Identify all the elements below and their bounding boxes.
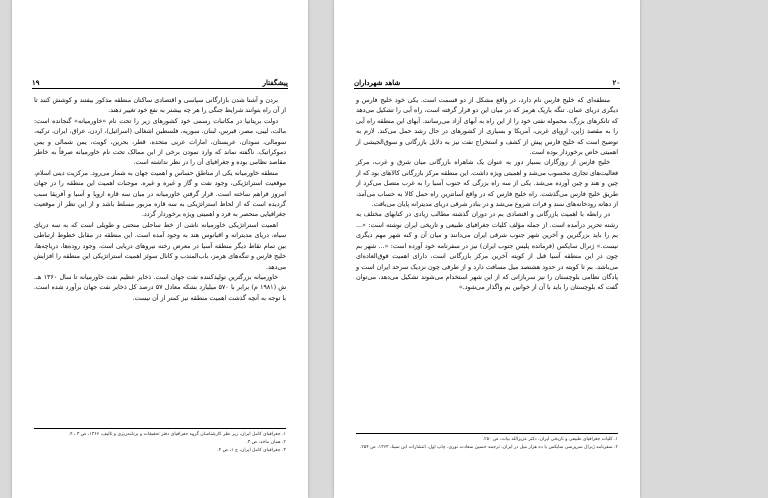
right-page-body (356, 96, 618, 294)
paragraph: اهمیت استراتژیکی خاورمیانه ناشی از خط ساحلی منحنی و طویلی است که به سه دریای سیاه، دریای مدیترانه و اقیانوس هند به وجود آمده است. این منطقه در مقابل خطوط ارتباطی بین تمام نقاط دیگر منطقه آسیا در معرض رخنه نیروهای دریایی است. وجود روده‌ها، دریاچه‌ها، خلیج فارس و تنگه‌های هرمز، باب‌المندب و کانال سوئز اهمیت استراتژیکی این منطقه را افزایش می‌دهد. (34, 221, 286, 271)
right-page (334, 0, 640, 498)
left-page (12, 0, 308, 498)
right-running-title: شاهد شهرداران (354, 78, 401, 87)
paragraph: خاورمیانه بزرگترین تولیدکننده نفت جهان است. ذخایر عظیم نفت خاورمیانه تا سال ۱۳۶۰ هـ. ش (۱۹۸۱ م) برابر با ۵۷۰ میلیارد بشکه معادل ۵۷ درصد کل ذخایر نفت جهان برآورد شده است. با توجه به آنچه گذشت اهمیت منطقه نیز کمتر از آن نیست. (34, 273, 286, 302)
footnote: ۲. همان مأخذ، ص ۳. (246, 440, 286, 445)
paragraph: منطقه‌ای که خلیج فارس نام دارد، در واقع مشکل از دو قسمت است. یکی خود خلیج فارس و دیگری دریای عمان. تنگه باریک هرمز که در میان این دو قرار گرفته است، راه آبی را تشکیل می‌دهد که تانکرهای بزرگ، محموله نفتی خود را از این راه به آبهای آزاد می‌رسانند. آبهای این منطقه راه آبی را به مقصد ژاپن، اروپای غربی، آمریکا و بسیاری از کشورهای در حال رشد حمل می‌کند. لازم به توضیح است که خلیج فارس پیش از کشف و استخراج نفت نیز به دلایل بازرگانی و سوق‌الجیشی از اهمیتی خاص برخوردار بوده است. (356, 97, 618, 157)
right-page-number: ۲۰ (612, 78, 620, 87)
right-page-header (354, 76, 620, 89)
paragraph: بردن و آشنا شدن بازارگانی سیاسی و اقتصادی ساکنان منطقه مذکور بیفتند و کوشش کنند تا از آن راه بتوانند شرایط جنگی را هر چه بیشتر به نفع خود تغییر دهند. (34, 97, 286, 115)
paragraph: در رابطه با اهمیت بازرگانی و اقتصادی بم در دوران گذشته مطالب زیادی در کتابهای مختلف به رشته تحریر درآمده است. از جمله مؤلف کلیات جغرافیای طبیعی و تاریخی ایران نوشته است: «... بم را باید بزرگترین و آخرین شهر جنوب شرقی ایران می‌دانند و میان آن و کنه شهر مهم دیگری نیست.» ژنرال سایکس (فرمانده پلیس جنوب ایران) نیز در سفرنامه خود آورده است: «... شهر بم چون در این منطقه آسیا قبل از کویته آخرین مرکز بازرگانی است، دارای اهمیت فوق‌العاده‌ای می‌باشد. بم تا کویته در حدود هشتصد میل مسافت دارد و از طرفی چون نزدیک سرحد ایران است و پادگان نظامی بلوچستان را نیز سربازانی که از این شهر استخدام می‌شوند تشکیل می‌دهد، می‌توان گفت که بلوچستان را باید با آن از خوانین بم واگذار می‌شود.» (356, 211, 618, 292)
left-page-header (32, 76, 288, 89)
left-page-number: ۱۹ (32, 78, 40, 87)
paragraph: خلیج فارس از روزگاران بسیار دور به عنوان یک شاهراه بازرگانی میان شرق و غرب، مرکز فعالیت‌های تجاری محسوب می‌شد و اهمیتی ویژه داشت. این منطقه مرکز بازرگانی کالاهای بود که از چین و هند و چین آورده می‌شد. یکی از سه راه بزرگی که جنوب آسیا را به غرب متصل می‌کرد از طریق خلیج فارس می‌گذشت. راه خلیج فارس که در واقع آسانترین راه حمل کالا به حساب می‌آمد، از دهانه رودخانه‌های سند و فرات شروع می‌شد و در بنادر شرقی دریای مدیترانه پایان می‌یافت. (356, 159, 618, 209)
paragraph: دولت بریتانیا در مکاتبات رسمی خود کشورهای زیر را تحت نام «خاورمیانه» گنجانده است: مالت، لیبی، مصر، قبرس، لبنان، سوریه، فلسطین اشغالی (اسرائیل)، اردن، عراق، ایران، ترکیه، سومالی، سودان، عربستان، امارات عربی متحده، قطر، بحرین، کویت، یمن شمالی و یمن دموکراتیک. ناگفته نماند که وارد نمودن برخی از این ممالک تحت نام خاورمیانه صرفاً به خاطر مقاصد نظامی بوده و جغرافیای آن را در نظر نداشته است. (34, 117, 286, 167)
left-footnotes (34, 428, 286, 455)
paragraph: منطقه خاورمیانه یکی از مناطق حساس و اهمیت جهان به شمار می‌رود. مرکزیت دینی اسلام، موقعیت استراتژیکی، وجود نفت و گاز و غیره و غیره. موجبات اهمیت این منطقه را در جهان امروز فراهم ساخته است. قرار گرفتن خاورمیانه در میان سه قاره اروپا و آسیا و آفریقا سبب گردیده است که از لحاظ استراتژیکی به سه قاره مزبور مسلط باشد و از این نظر از موقعیت جغرافیایی منحصر به فرد و اهمیتی ویژه برخوردار گردد. (34, 169, 286, 219)
footnote: ۳. جغرافیای کامل ایران، ج ۱، ص ۴. (217, 448, 286, 453)
left-running-title: پیشگفتار (262, 78, 288, 87)
footnote: ۲. سفرنامه ژنرال سرپرسی سایکس یا ده هزار میل در ایران، ترجمه حسین سعادت نوری، چاپ اول، انتشارات ابن سینا، ۱۳۶۳، ص ۲۵۴. (359, 445, 618, 450)
left-page-body (34, 96, 286, 304)
right-footnotes (356, 433, 618, 452)
footnote: ۱. جغرافیای کامل ایران، زیر نظر کارشناسان گروه جغرافیای دفتر تحقیقات و برنامه‌ریزی و تألیف، ۱۳۶۶، ص ۳ ـ ۴. (68, 432, 286, 437)
footnote: ۱. کلیات جغرافیای طبیعی و تاریخی ایران، دکتر عزیزالله بیات، ص ۲۵۰. (482, 437, 618, 442)
